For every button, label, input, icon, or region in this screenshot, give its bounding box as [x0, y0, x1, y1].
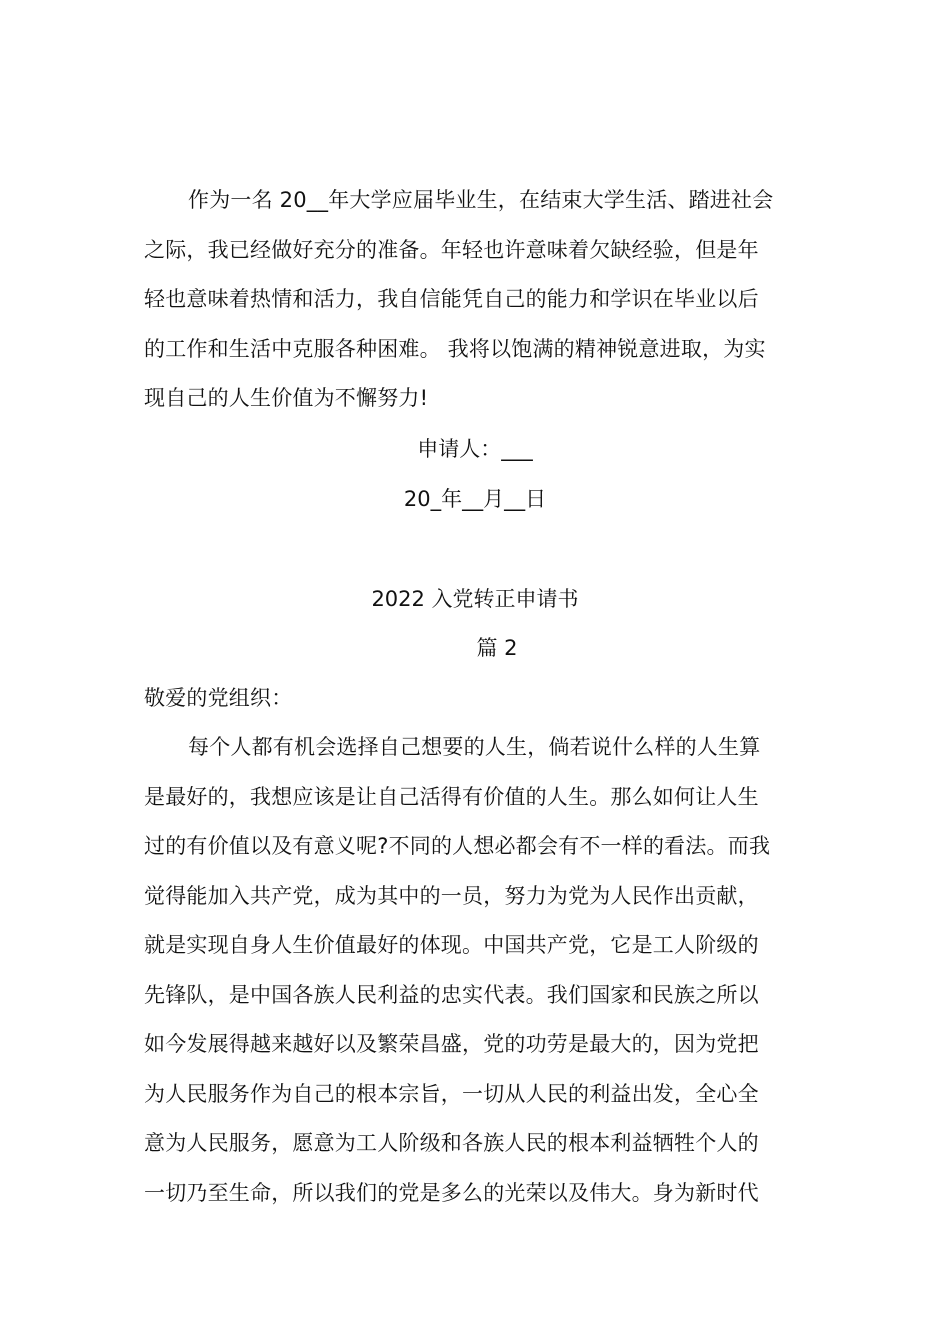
section-label — [0, 624, 950, 674]
title-text: 2022 入党转正申请书 — [371, 587, 579, 611]
paragraph-line: 如今发展得越来越好以及繁荣昌盛，党的功劳是最大的，因为党把 — [144, 1032, 759, 1056]
paragraph-line: 轻也意味着热情和活力，我自信能凭自己的能力和学识在毕业以后 — [144, 287, 759, 311]
salutation-text: 敬爱的党组织： — [144, 686, 293, 710]
paragraph-line: 现自己的人生价值为不懈努力! — [144, 386, 429, 410]
applicant-label: 申请人：___ — [417, 437, 533, 461]
paragraph-line: 先锋队，是中国各族人民利益的忠实代表。我们国家和民族之所以 — [144, 982, 759, 1007]
date-label: 20_年__月__日 — [403, 487, 547, 511]
paragraph-application — [144, 723, 810, 1218]
paragraph-line: 作为一名 20__年大学应届毕业生，在结束大学生活、踏进社会 — [188, 188, 774, 212]
paragraph-line: 的工作和生活中克服各种困难。 我将以饱满的精神锐意进取，为实 — [144, 336, 766, 361]
paragraph-line: 一切乃至生命，所以我们的党是多么的光荣以及伟大。身为新时代 — [144, 1180, 759, 1205]
paragraph-line: 为人民服务作为自己的根本宗旨，一切从人民的利益出发，全心全 — [144, 1081, 759, 1106]
paragraph-line: 是最好的，我想应该是让自己活得有价值的人生。那么如何让人生 — [144, 784, 759, 809]
paragraph-line: 之际，我已经做好充分的准备。年轻也许意味着欠缺经验，但是年 — [144, 237, 759, 262]
salutation — [144, 674, 810, 724]
application-date — [0, 475, 950, 525]
paragraph-line: 意为人民服务，愿意为工人阶级和各族人民的根本利益牺牲个人的 — [144, 1131, 759, 1155]
section-label-text: 篇 2 — [476, 636, 518, 660]
paragraph-line: 过的有价值以及有意义呢?不同的人想必都会有不一样的看法。而我 — [144, 834, 771, 858]
paragraph-line: 觉得能加入共产党，成为其中的一员，努力为党为人民作出贡献， — [144, 883, 759, 908]
paragraph-line: 每个人都有机会选择自己想要的人生，倘若说什么样的人生算 — [188, 735, 761, 759]
document-title — [0, 575, 950, 625]
paragraph-line: 就是实现自身人生价值最好的体现。中国共产党，它是工人阶级的 — [144, 933, 759, 957]
applicant-signature — [0, 425, 950, 475]
paragraph-graduation — [144, 176, 810, 424]
